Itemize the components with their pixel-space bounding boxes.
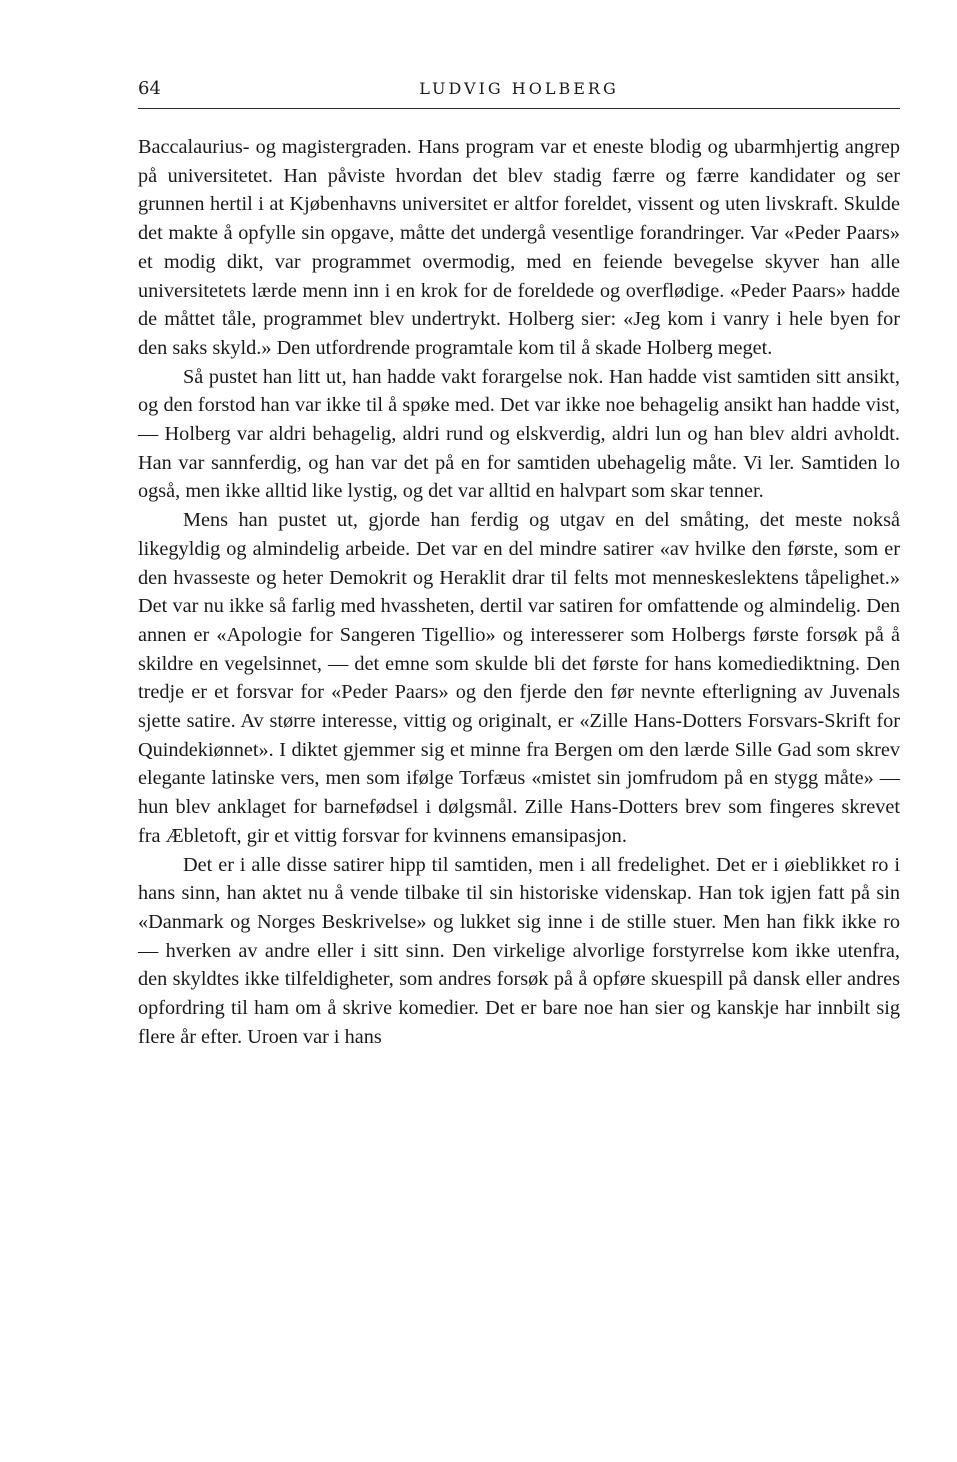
body-text [138, 133, 900, 1052]
header-rule [138, 108, 900, 109]
paragraph: Baccalaurius- og magistergraden. Hans program var et eneste blodig og ubarmhjertig angrep på universitetet. Han påviste hvordan det blev stadig færre og færre kandidater og ser grunnen hertil i at Kjøbenhavns universitet er altfor foreldet, vissent og uten livskraft. Skulde det makte å opfylle sin opgave, måtte det undergå vesentlige forandringer. Var «Peder Paars» et modig dikt, var programmet overmodig, med en feiende bevegelse skyver han alle universitetets lærde menn inn i en krok for de foreldede og overflødige. «Peder Paars» hadde de måttet tåle, programmet blev undertrykt. Holberg sier: «Jeg kom i vanry i hele byen for den saks skyld.» Den utfordrende programtale kom til å skade Holberg meget. [138, 136, 900, 359]
page-header [138, 76, 900, 106]
paragraph: Mens han pustet ut, gjorde han ferdig og utgav en del småting, det meste nokså likegyldig og almindelig arbeide. Det var en del mindre satirer «av hvilke den første, som er den hvasseste og heter Demokrit og Heraklit drar til felts mot menneskeslektens tåpelighet.» Det var nu ikke så farlig med hvassheten, dertil var satiren for omfattende og almindelig. Den annen er «Apologie for Sangeren Tigellio» og interesserer som Holbergs første forsøk på å skildre en vegelsinnet, — det emne som skulde bli det første for hans komediediktning. Den tredje er et forsvar for «Peder Paars» og den fjerde den før nevnte efterligning av Juvenals sjette satire. Av større interesse, vittig og originalt, er «Zille Hans-Dotters Forsvars-Skrift for Quindekiønnet». I diktet gjemmer sig et minne fra Bergen om den lærde Sille Gad som skrev elegante latinske vers, men som ifølge Torfæus «mistet sin jomfrudom på en stygg måte» — hun blev anklaget for barnefødsel i dølgsmål. Zille Hans-Dotters brev som fingeres skrevet fra Æbletoft, gir et vittig forsvar for kvinnens emansipasjon. [138, 509, 900, 847]
paragraph: Så pustet han litt ut, han hadde vakt forargelse nok. Han hadde vist samtiden sitt ansikt, og den forstod han var ikke til å spøke med. Det var ikke noe behagelig ansikt han hadde vist, — Holberg var aldri behagelig, aldri rund og elskverdig, aldri lun og han blev aldri avholdt. Han var sannferdig, og han var det på en for samtiden ubehagelig måte. Vi ler. Samtiden lo også, men ikke alltid like lystig, og det var alltid en halvpart som skar tenner. [138, 365, 900, 503]
running-title: LUDVIG HOLBERG [419, 79, 619, 98]
page-number: 64 [138, 78, 161, 99]
paragraph: Det er i alle disse satirer hipp til samtiden, men i all fredelighet. Det er i øieblikket ro i hans sinn, han aktet nu å vende tilbake til sin historiske videnskap. Han tok igjen fatt på sin «Danmark og Norges Beskrivelse» og lukket sig inne i de stille stuer. Men han fikk ikke ro — hverken av andre eller i sitt sinn. Den virkelige alvorlige forstyrrelse kom ikke utenfra, den skyldtes ikke tilfeldigheter, som andres forsøk på å opføre skuespill på dansk eller andres opfordring til ham om å skrive komedier. Det er bare noe han sier og kanskje har innbilt sig flere år efter. Uroen var i hans [138, 853, 900, 1048]
